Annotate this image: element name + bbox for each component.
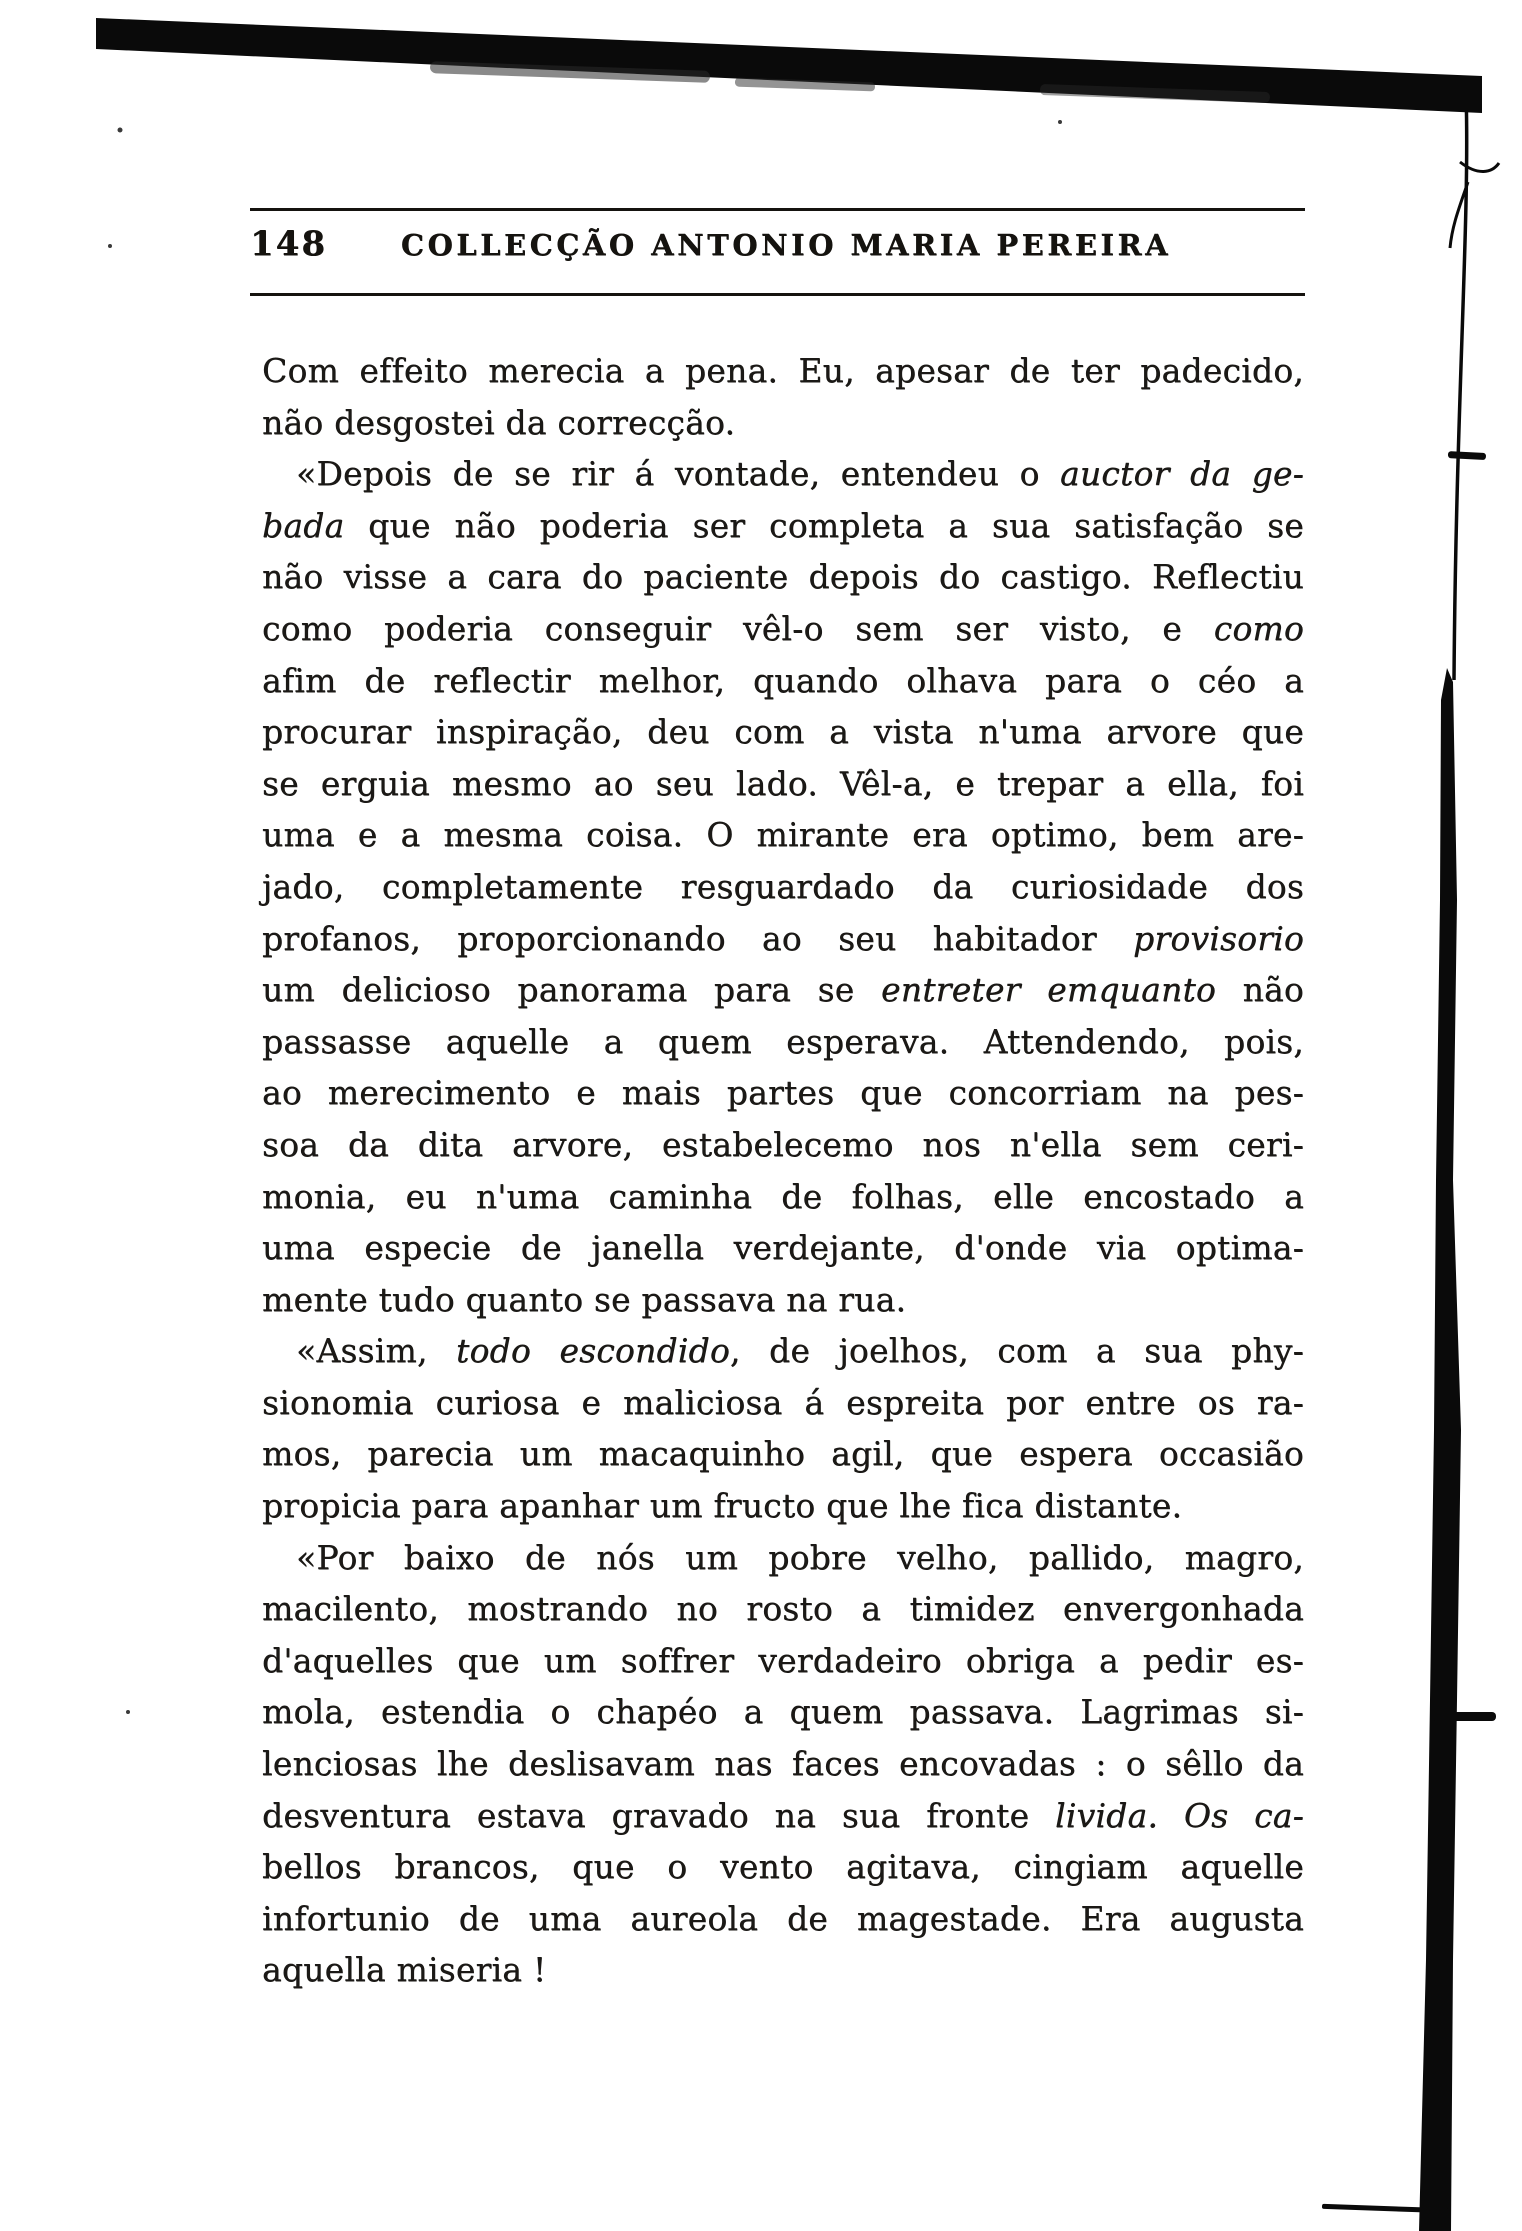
text-line: macilento, mostrando no rosto a timidez envergonhada [262,1589,1304,1629]
scan-dash-right-2 [1432,1712,1496,1721]
text-line: propicia para apanhar um fructo que lhe fica distante. [262,1486,1183,1526]
text-line: uma e a mesma coisa. O mirante era optimo, bem are- [262,815,1304,855]
text-line: um delicioso panorama para se entreter emquanto não [262,970,1304,1010]
text-line: mos, parecia um macaquinho agil, que espera occasião [262,1434,1304,1474]
text-line: «Depois de se rir á vontade, entendeu o auctor da ge- [296,454,1304,494]
scan-line-right-thin [1454,92,1467,680]
text-line: soa da dita arvore, estabelecemo nos n'ella sem ceri- [262,1124,1304,1164]
scan-speck-1 [118,128,123,133]
header-title: COLLECÇÃO ANTONIO MARIA PEREIRA [400,228,1172,262]
scan-speck-3 [1058,120,1062,124]
page-number: 148 [250,224,327,264]
text-line: mente tudo quanto se passava na rua. [262,1279,907,1319]
text-line: «Por baixo de nós um pobre velho, pallido, magro, [296,1537,1304,1577]
body-text [262,345,1304,1996]
text-line: como poderia conseguir vêl-o sem ser visto, e como [262,608,1304,648]
scan-dash-right-1 [1448,451,1486,460]
text-line: uma especie de janella verdejante, d'onde via optima- [262,1228,1304,1268]
text-line: se erguia mesmo ao seu lado. Vêl-a, e trepar a ella, foi [262,763,1304,803]
text-line: lenciosas lhe deslisavam nas faces encovadas : o sêllo da [262,1744,1304,1784]
text-line: procurar inspiração, deu com a vista n'uma arvore que [262,712,1304,752]
scan-speck-2 [108,244,112,248]
text-line: monia, eu n'uma caminha de folhas, elle encostado a [262,1176,1304,1216]
scan-speck-4 [126,1710,130,1714]
header-rule-bottom [250,293,1305,296]
text-line: infortunio de uma aureola de magestade. Era augusta [262,1898,1304,1938]
text-line: afim de reflectir melhor, quando olhava para o céo a [262,660,1304,700]
text-line: passasse aquelle a quem esperava. Attendendo, pois, [262,1021,1304,1061]
scan-smudge-1 [430,61,710,83]
text-line: bellos brancos, que o vento agitava, cingiam aquelle [262,1847,1304,1887]
text-line: desventura estava gravado na sua fronte livida. Os ca- [262,1795,1304,1835]
text-line: não desgostei da correcção. [262,402,736,442]
text-line: mola, estendia o chapéo a quem passava. Lagrimas si- [262,1692,1304,1732]
scan-line-bottom-right [1322,2204,1448,2213]
text-line: profanos, proporcionando ao seu habitador provisorio [262,918,1304,958]
text-line: bada que não poderia ser completa a sua satisfação se [262,505,1304,545]
text-line: d'aquelles que um soffrer verdadeiro obriga a pedir es- [262,1640,1304,1680]
text-line: ao merecimento e mais partes que concorriam na pes- [262,1073,1304,1113]
text-line: não visse a cara do paciente depois do castigo. Reflectiu [262,557,1304,597]
scan-streak-right [1419,668,1461,2231]
text-line: «Assim, todo escondido, de joelhos, com a sua phy- [296,1331,1304,1371]
scan-hook-right [1450,162,1499,248]
scan-smudge-2 [735,78,875,92]
text-line: Com effeito merecia a pena. Eu, apesar de ter padecido, [262,351,1304,390]
text-line: sionomia curiosa e maliciosa á espreita por entre os ra- [262,1382,1304,1422]
text-line: aquella miseria ! [262,1950,547,1990]
scan-band-top [96,18,1482,113]
scan-smudge-3 [1040,84,1270,103]
header-rule-top [250,208,1305,211]
text-line: jado, completamente resguardado da curiosidade dos [262,866,1304,906]
